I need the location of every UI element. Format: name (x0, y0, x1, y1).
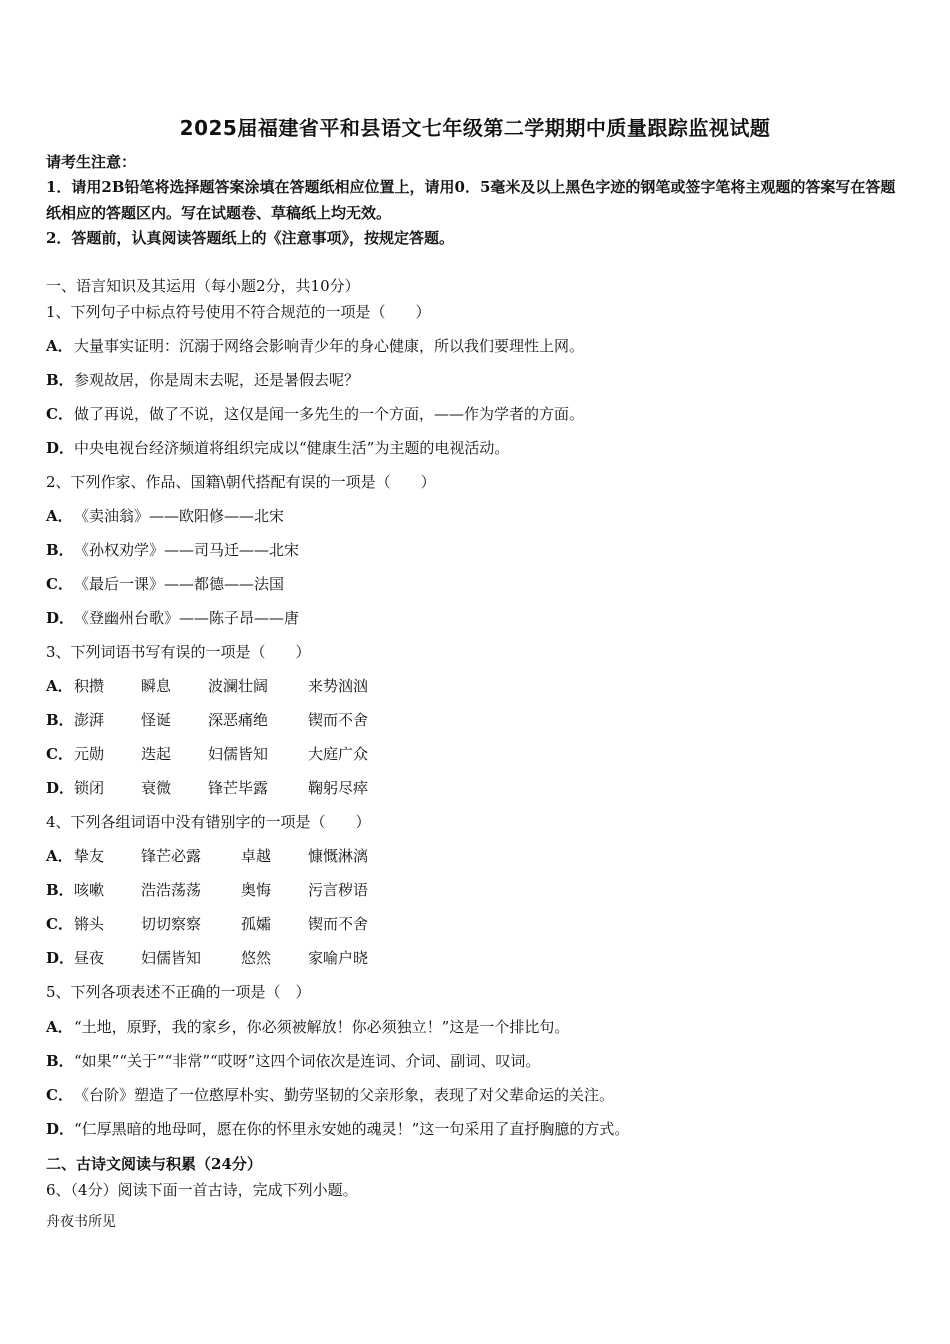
option-word: 悠然 (241, 949, 272, 967)
option-text: 中央电视台经济频道将组织完成以“健康生活”为主题的电视活动。 (74, 439, 510, 457)
option-word: 鞠躬尽瘁 (308, 779, 369, 797)
q1-option-a (46, 336, 584, 356)
option-label: C． (46, 915, 73, 933)
option-word: 积攒 (74, 677, 105, 695)
option-label: C． (46, 1086, 73, 1104)
option-label: B． (46, 711, 74, 729)
option-word: 浩浩荡荡 (141, 881, 202, 899)
option-label: B． (46, 541, 74, 559)
poem-title: 舟夜书所见 (46, 1214, 116, 1230)
option-word: 来势汹汹 (308, 677, 369, 695)
option-word: 深恶痛绝 (208, 711, 269, 729)
q4-option-a (46, 846, 408, 866)
q4-option-b (46, 880, 408, 900)
option-text: “如果”“关于”“非常”“哎呀”这四个词依次是连词、介词、副词、叹词。 (74, 1052, 541, 1070)
option-word: 锲而不舍 (308, 915, 369, 933)
option-text: “土地，原野，我的家乡，你必须被解放！你必须独立！”这是一个排比句。 (74, 1018, 570, 1036)
option-word: 挚友 (74, 847, 105, 865)
option-text: 《卖油翁》——欧阳修——北宋 (74, 507, 285, 525)
option-word: 妇儒皆知 (208, 745, 269, 763)
option-label: B． (46, 371, 74, 389)
option-text: 做了再说，做了不说，这仅是闻一多先生的一个方面，——作为学者的方面。 (74, 405, 585, 423)
option-word: 元勋 (74, 745, 105, 763)
q3-option-d (46, 778, 408, 798)
page-title: 2025届福建省平和县语文七年级第二学期期中质量跟踪监视试题 (179, 116, 771, 140)
notice-heading: 请考生注意： (46, 153, 137, 171)
q2-option-c (46, 574, 284, 594)
q2-option-b (46, 540, 299, 560)
option-label: B． (46, 1052, 74, 1070)
option-word: 卓越 (241, 847, 272, 865)
option-label: A． (46, 847, 73, 865)
option-text: 《台阶》塑造了一位憨厚朴实、勤劳坚韧的父亲形象，表现了对父辈命运的关注。 (74, 1086, 615, 1104)
option-word: 家喻户晓 (308, 949, 369, 967)
option-label: C． (46, 745, 73, 763)
option-word: 锁闭 (74, 779, 105, 797)
question-4-stem: 4、下列各组词语中没有错别字的一项是（ ） (46, 813, 371, 831)
option-word: 波澜壮阔 (208, 677, 269, 695)
question-3-stem: 3、下列词语书写有误的一项是（ ） (46, 643, 311, 661)
option-text: 《登幽州台歌》——陈子昂——唐 (74, 609, 300, 627)
option-word: 瞬息 (141, 677, 172, 695)
q1-option-c (46, 404, 584, 424)
option-label: A． (46, 507, 73, 525)
option-text: 参观故居，你是周末去呢，还是暑假去呢？ (74, 371, 360, 389)
question-2-stem: 2、下列作家、作品、国籍\朝代搭配有误的一项是（ ） (46, 473, 436, 491)
option-word: 迭起 (141, 745, 172, 763)
option-label: D． (46, 779, 75, 797)
option-label: C． (46, 575, 73, 593)
option-label: D． (46, 609, 75, 627)
option-word: 大庭广众 (308, 745, 369, 763)
q1-option-d (46, 438, 509, 458)
option-label: D． (46, 439, 75, 457)
option-word: 锲而不舍 (308, 711, 369, 729)
option-text: 《孙权劝学》——司马迁——北宋 (74, 541, 300, 559)
option-word: 昼夜 (74, 949, 105, 967)
option-text: 《最后一课》——都德——法国 (74, 575, 285, 593)
option-word: 孤孀 (241, 915, 272, 933)
option-label: B． (46, 881, 74, 899)
option-label: A． (46, 1018, 73, 1036)
option-word: 慷慨淋漓 (308, 847, 369, 865)
option-word: 锵头 (74, 915, 105, 933)
q5-option-c (46, 1085, 614, 1105)
q2-option-d (46, 608, 299, 628)
option-label: C． (46, 405, 73, 423)
q3-option-a (46, 676, 408, 696)
q5-option-a (46, 1017, 569, 1037)
question-1-stem: 1、下列句子中标点符号使用不符合规范的一项是（ ） (46, 303, 431, 321)
option-word: 妇儒皆知 (141, 949, 202, 967)
option-text: “仁厚黑暗的地母呵，愿在你的怀里永安她的魂灵！”这一句采用了直抒胸臆的方式。 (74, 1120, 630, 1138)
option-text: 大量事实证明：沉溺于网络会影响青少年的身心健康，所以我们要理性上网。 (74, 337, 585, 355)
option-label: A． (46, 337, 73, 355)
option-label: A． (46, 677, 73, 695)
option-word: 澎湃 (74, 711, 105, 729)
section1-heading: 一、语言知识及其运用（每小题2分，共10分） (46, 277, 360, 295)
option-word: 衰微 (141, 779, 172, 797)
q5-option-b (46, 1051, 540, 1071)
question-5-stem: 5、下列各项表述不正确的一项是（ ） (46, 983, 311, 1001)
option-word: 污言秽语 (308, 881, 369, 899)
option-word: 锋芒必露 (141, 847, 202, 865)
section2-heading: 二、古诗文阅读与积累（24分） (46, 1155, 262, 1173)
notice-item-1: 1．请用2B铅笔将选择题答案涂填在答题纸相应位置上，请用0．5毫米及以上黑色字迹的钢笔或签字笔将主观题的答案写在答题纸相应的答题区内。写在试题卷、草稿纸上均无效。 (46, 178, 896, 222)
notice-item-2: 2．答题前，认真阅读答题纸上的《注意事项》，按规定答题。 (46, 229, 454, 247)
q1-option-b (46, 370, 359, 390)
question-6-stem: 6、（4分）阅读下面一首古诗，完成下列小题。 (46, 1181, 358, 1199)
option-label: D． (46, 1120, 75, 1138)
q3-option-b (46, 710, 408, 730)
q3-option-c (46, 744, 408, 764)
option-word: 怪诞 (141, 711, 172, 729)
q5-option-d (46, 1119, 629, 1139)
option-word: 奥悔 (241, 881, 272, 899)
q4-option-c (46, 914, 408, 934)
option-word: 锋芒毕露 (208, 779, 269, 797)
q2-option-a (46, 506, 284, 526)
option-word: 切切察察 (141, 915, 202, 933)
q4-option-d (46, 948, 408, 968)
option-label: D． (46, 949, 75, 967)
option-word: 咳嗽 (74, 881, 105, 899)
